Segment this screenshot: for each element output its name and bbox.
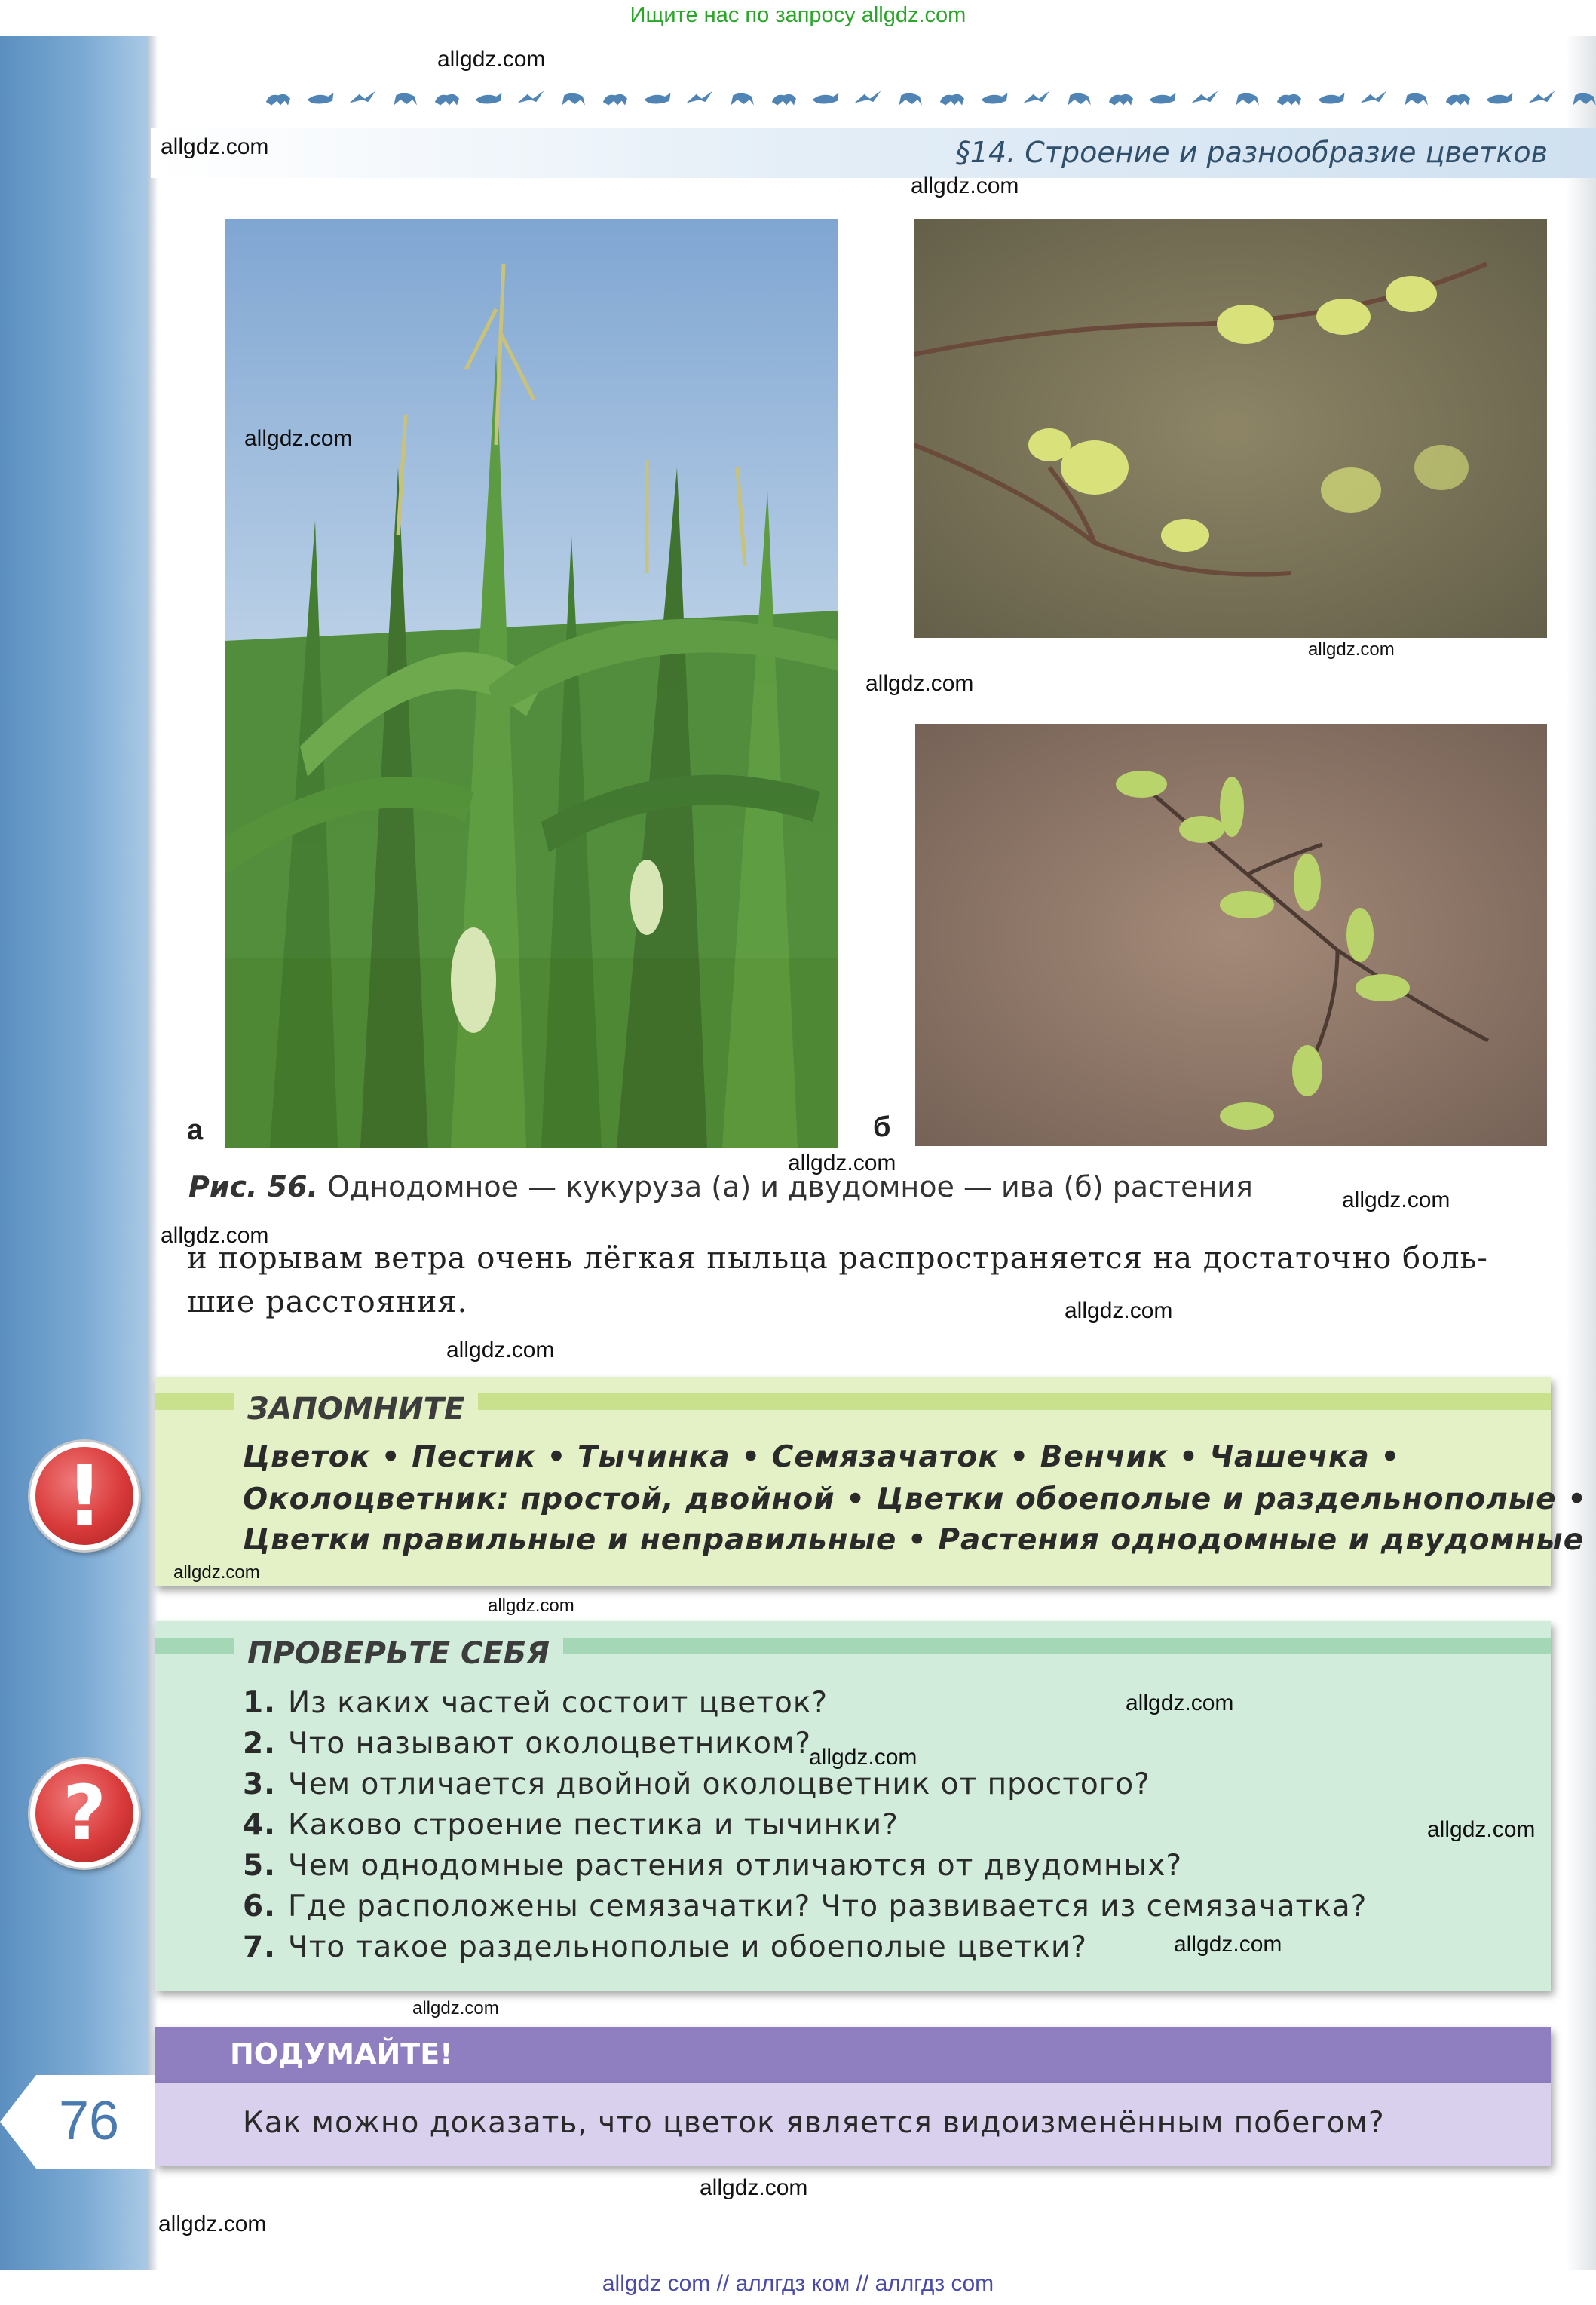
question-number: 2.: [243, 1727, 276, 1761]
question-item: [243, 1767, 1150, 1801]
watermark: allgdz.com: [1065, 1298, 1173, 1323]
exclamation-badge-icon: !: [30, 1442, 139, 1550]
watermark: allgdz.com: [412, 1998, 499, 2018]
question-number: 1.: [243, 1686, 276, 1720]
animal-silhouette-icon: [1485, 85, 1514, 111]
check-heading: ПРОВЕРЬТЕ СЕБЯ: [234, 1636, 563, 1671]
question-text: Чем отличается двойной околоцветник от простого?: [287, 1767, 1150, 1801]
watermark: allgdz.com: [1427, 1817, 1536, 1842]
animal-strip: [264, 75, 1596, 121]
think-question: Как можно доказать, что цветок является видоизменённым побегом?: [243, 2106, 1385, 2140]
animal-silhouette-icon: [1233, 85, 1261, 111]
remember-line: Околоцветник: простой, двойной • Цветки обоеполые и раздельнополые •: [243, 1482, 1588, 1516]
question-item: [243, 1930, 1087, 1964]
animal-silhouette-icon: [1275, 85, 1303, 111]
animal-silhouette-icon: [1401, 85, 1430, 111]
body-paragraph: [187, 1237, 1552, 1324]
animal-silhouette-icon: [811, 85, 840, 111]
animal-silhouette-icon: [516, 85, 545, 111]
figure-label-a: а: [187, 1114, 204, 1146]
animal-silhouette-icon: [896, 85, 924, 111]
question-number: 6.: [243, 1890, 276, 1923]
think-heading: ПОДУМАЙТЕ!: [230, 2037, 453, 2071]
watermark: allgdz.com: [161, 134, 269, 159]
watermark: allgdz.com: [437, 47, 546, 72]
question-number: 4.: [243, 1808, 276, 1842]
photo-corn: [225, 219, 838, 1148]
question-number: 5.: [243, 1849, 276, 1883]
animal-silhouette-icon: [685, 85, 714, 111]
watermark: allgdz.com: [1174, 1932, 1282, 1957]
animal-silhouette-icon: [1022, 85, 1051, 111]
remember-heading: ЗАПОМНИТЕ: [234, 1392, 478, 1427]
watermark: allgdz.com: [161, 1223, 269, 1248]
question-badge-icon: ?: [30, 1759, 139, 1868]
question-text: Что называют околоцветником?: [287, 1727, 812, 1761]
question-text: Чем однодомные растения отличаются от двудомных?: [287, 1849, 1183, 1883]
section-title: §14. Строение и разнообразие цветков: [955, 136, 1548, 169]
watermark: allgdz.com: [158, 2212, 267, 2236]
bottom-links[interactable]: allgdz com // аллгдз ком // аллгдз com: [602, 2271, 994, 2296]
question-number: 7.: [243, 1930, 276, 1964]
animal-silhouette-icon: [559, 85, 587, 111]
question-text: Что такое раздельнополые и обоеполые цветки?: [287, 1930, 1088, 1964]
animal-silhouette-icon: [643, 85, 672, 111]
question-text: Из каких частей состоит цветок?: [287, 1686, 829, 1720]
watermark: allgdz.com: [488, 1595, 574, 1616]
animal-silhouette-icon: [1527, 85, 1556, 111]
watermark: allgdz.com: [1308, 639, 1395, 660]
caption-text: Однодомное — кукуруза (а) и двудомное — ива (б) растения: [327, 1170, 1253, 1203]
question-number: 3.: [243, 1767, 276, 1801]
remember-line: Цветки правильные и неправильные • Растения однодомные и двудомные: [243, 1523, 1585, 1557]
caption-number: Рис. 56.: [188, 1170, 318, 1203]
watermark: allgdz.com: [865, 671, 974, 696]
remember-line: Цветок • Пестик • Тычинка • Семязачаток • Венчик • Чашечка •: [243, 1440, 1401, 1474]
animal-silhouette-icon: [1570, 85, 1596, 111]
page-number: 76: [59, 2091, 120, 2151]
watermark: allgdz.com: [446, 1338, 555, 1362]
animal-silhouette-icon: [1190, 85, 1219, 111]
watermark: allgdz.com: [809, 1745, 917, 1770]
figure-caption: [188, 1170, 1253, 1203]
animal-silhouette-icon: [770, 85, 798, 111]
animal-silhouette-icon: [1065, 85, 1093, 111]
animal-silhouette-icon: [728, 85, 756, 111]
watermark: allgdz.com: [244, 426, 353, 451]
animal-silhouette-icon: [1148, 85, 1177, 111]
watermark: allgdz.com: [1126, 1690, 1234, 1715]
page-right-edge: [1566, 36, 1596, 2270]
watermark: allgdz.com: [788, 1151, 896, 1175]
animal-silhouette-icon: [980, 85, 1009, 111]
body-line: шие расстояния.: [187, 1285, 468, 1320]
animal-silhouette-icon: [1444, 85, 1472, 111]
animal-silhouette-icon: [474, 85, 503, 111]
animal-silhouette-icon: [391, 85, 419, 111]
animal-silhouette-icon: [433, 85, 461, 111]
figure-label-b: б: [873, 1111, 891, 1143]
watermark: allgdz.com: [700, 2175, 808, 2200]
animal-silhouette-icon: [853, 85, 882, 111]
search-note[interactable]: Ищите нас по запросу allgdz.com: [630, 3, 966, 27]
body-line: и порывам ветра очень лёгкая пыльца распространяется на достаточно боль-: [187, 1241, 1488, 1276]
question-item: [243, 1890, 1367, 1923]
question-item: [243, 1727, 811, 1761]
question-item: [243, 1849, 1182, 1883]
watermark: allgdz.com: [911, 173, 1019, 198]
question-item: [243, 1686, 828, 1720]
photo-willow-female: [915, 724, 1547, 1146]
animal-silhouette-icon: [1317, 85, 1346, 111]
animal-silhouette-icon: [601, 85, 630, 111]
question-item: [243, 1808, 899, 1842]
watermark: allgdz.com: [1342, 1188, 1450, 1212]
animal-silhouette-icon: [938, 85, 966, 111]
animal-silhouette-icon: [1107, 85, 1135, 111]
left-blue-band: [0, 36, 148, 2270]
watermark: allgdz.com: [173, 1562, 260, 1583]
photo-willow-male: [914, 219, 1547, 638]
animal-silhouette-icon: [306, 85, 335, 111]
animal-silhouette-icon: [264, 85, 293, 111]
animal-silhouette-icon: [348, 85, 377, 111]
question-text: Каково строение пестика и тычинки?: [287, 1808, 899, 1842]
animal-silhouette-icon: [1359, 85, 1388, 111]
question-text: Где расположены семязачатки? Что развивается из семязачатка?: [287, 1890, 1368, 1923]
